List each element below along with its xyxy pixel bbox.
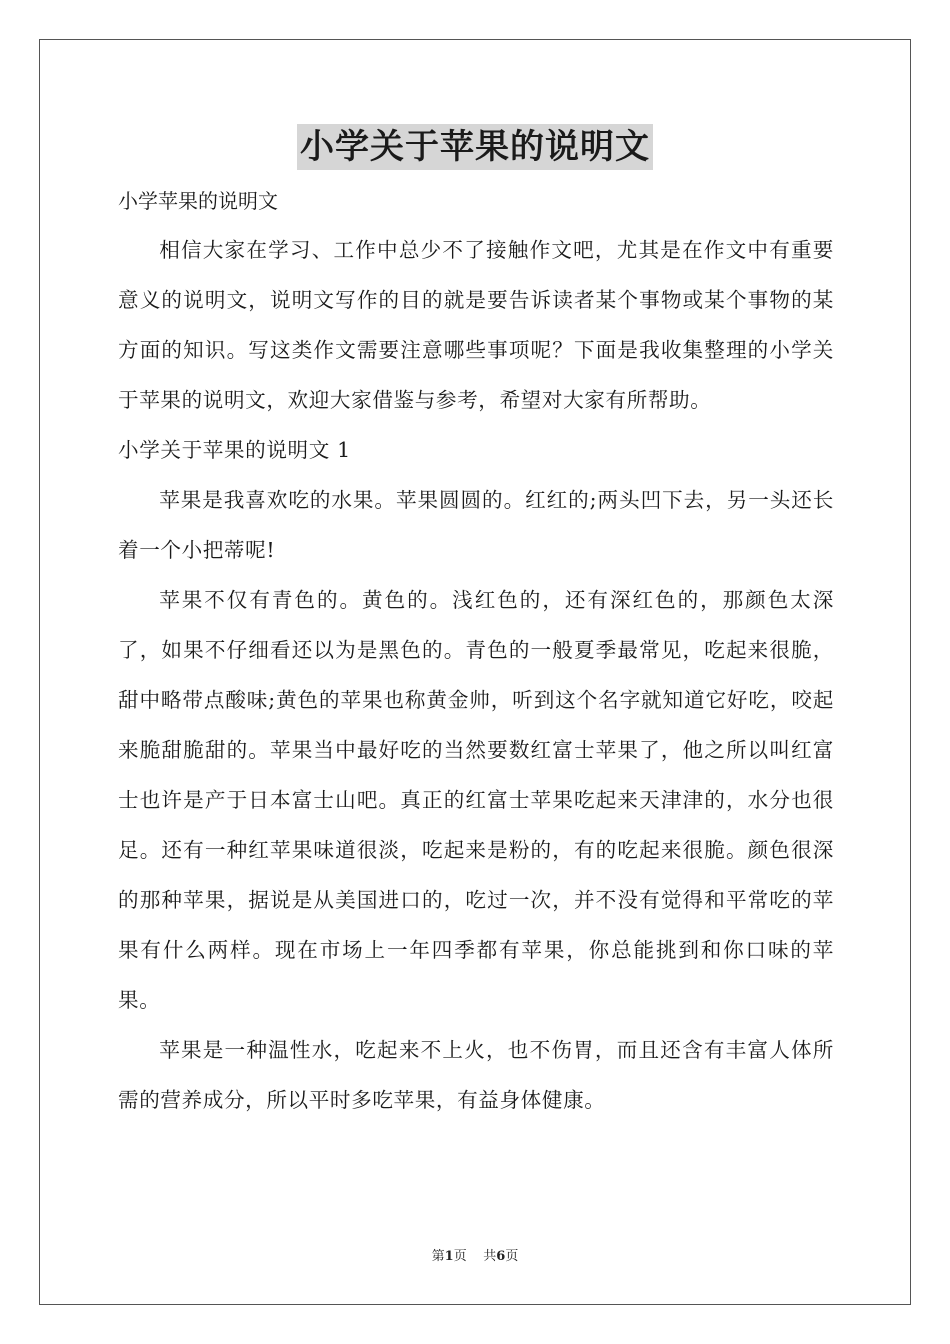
section-heading: 小学关于苹果的说明文 1 bbox=[118, 437, 351, 462]
total-prefix: 共 bbox=[483, 1249, 497, 1264]
body-paragraph-2: 苹果不仅有青色的。黄色的。浅红色的，还有深红色的，那颜色太深了，如果不仔细看还以为是黑色的。青色的一般夏季最常见，吃起来很脆，甜中略带点酸味;黄色的苹果也称黄金帅，听到这个名字就知道它好吃，咬起来脆甜脆甜的。苹果当中最好吃的当然要数红富士苹果了，他之所以叫红富士也许是产于日本富士山吧。真正的红富士苹果吃起来天津津的，水分也很足。还有一种红苹果味道很淡，吃起来是粉的，有的吃起来很脆。颜色很深的那种苹果，据说是从美国进口的，吃过一次，并不没有觉得和平常吃的苹果有什么两样。现在市场上一年四季都有苹果，你总能挑到和你口味的苹果。 bbox=[118, 587, 834, 1012]
page-prefix: 第 bbox=[431, 1249, 445, 1264]
document-title: 小学关于苹果的说明文 bbox=[297, 124, 653, 170]
title-wrap bbox=[0, 124, 950, 170]
body-paragraph-1: 苹果是我喜欢吃的水果。苹果圆圆的。红红的;两头凹下去，另一头还长着一个小把蒂呢! bbox=[118, 487, 834, 562]
page-current: 1 bbox=[444, 1249, 454, 1264]
total-unit: 页 bbox=[505, 1249, 519, 1264]
page-footer bbox=[0, 1248, 950, 1266]
page-unit: 页 bbox=[453, 1249, 467, 1264]
body-paragraph-3: 苹果是一种温性水，吃起来不上火，也不伤胃，而且还含有丰富人体所需的营养成分，所以平时多吃苹果，有益身体健康。 bbox=[118, 1037, 834, 1112]
page-total: 6 bbox=[496, 1249, 506, 1264]
document-subtitle: 小学苹果的说明文 bbox=[118, 189, 278, 213]
document-body bbox=[118, 178, 834, 1125]
intro-paragraph: 相信大家在学习、工作中总少不了接触作文吧，尤其是在作文中有重要意义的说明文，说明文写作的目的就是要告诉读者某个事物或某个事物的某方面的知识。写这类作文需要注意哪些事项呢？下面是我收集整理的小学关于苹果的说明文，欢迎大家借鉴与参考，希望对大家有所帮助。 bbox=[118, 237, 834, 412]
